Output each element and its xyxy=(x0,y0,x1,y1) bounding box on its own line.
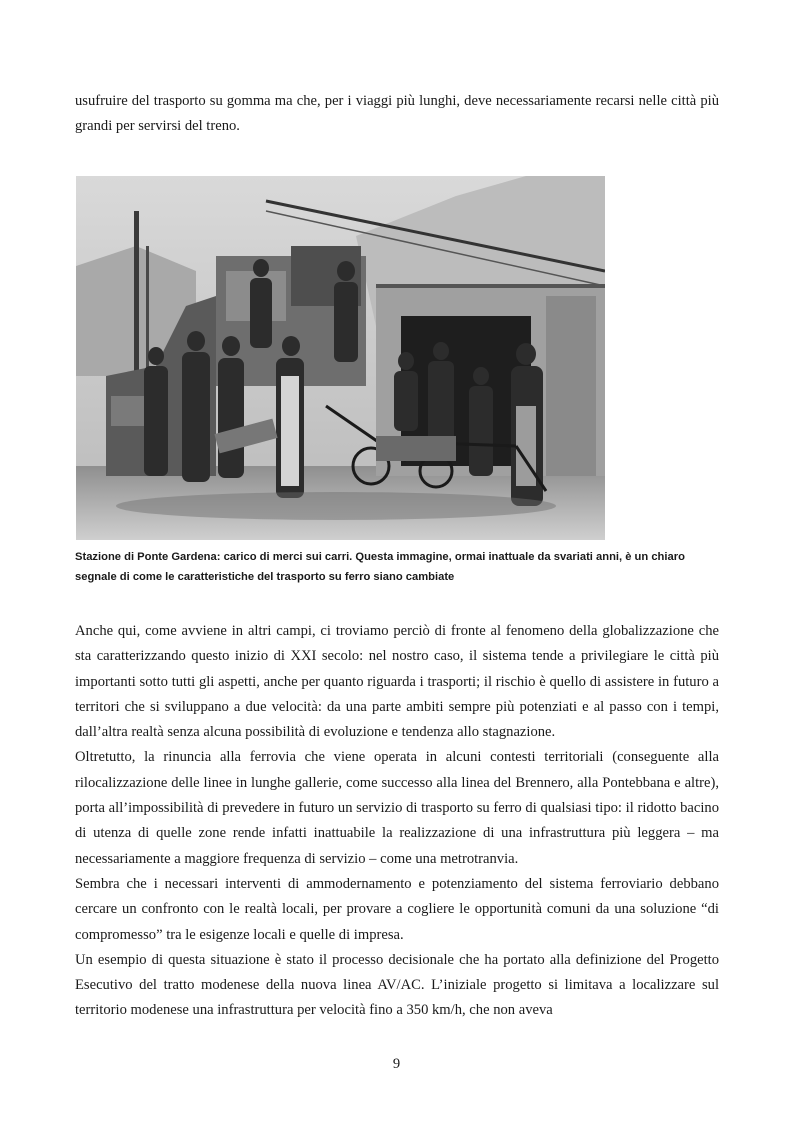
body-paragraph: Sembra che i necessari interventi di ammodernamento e potenziamento del sistema ferroviario debbano cercare un confronto con le realtà locali, per provare a cogliere le opportunità comuni da una soluzione “di compromesso” tra le esigenze locali e quelle di impresa. xyxy=(75,875,719,943)
page-number: 9 xyxy=(392,1056,401,1072)
figure-caption: Stazione di Ponte Gardena: carico di merci sui carri. Questa immagine, ormai inattuale da svariati anni, è un chiaro segnale di come le caratteristiche del trasporto su ferro siano cambiate xyxy=(75,551,685,583)
intro-paragraph: usufruire del trasporto su gomma ma che, per i viaggi più lunghi, deve necessariamente recarsi nelle città più grandi per servirsi del treno. xyxy=(75,93,719,135)
station-photo xyxy=(76,176,605,540)
body-paragraph: Un esempio di questa situazione è stato il processo decisionale che ha portato alla definizione del Progetto Esecutivo del tratto modenese della nuova linea AV/AC. L’iniziale progetto si limitava a localizzare sul territorio modenese una infrastruttura per velocità fino a 350 km/h, che non aveva xyxy=(75,951,719,1019)
body-paragraph: Anche qui, come avviene in altri campi, ci troviamo perciò di fronte al fenomeno della globalizzazione che sta caratterizzando questo inizio di XXI secolo: nel nostro caso, il sistema tende a privilegiare le città più importanti sotto tutti gli aspetti, anche per quanto riguarda i trasporti; il rischio è quello di assistere in futuro a territori che si sviluppano a due velocità: da una parte ambiti sempre più potenziati e al passo con i tempi, dall’altra realtà senza alcuna possibilità di evoluzione e tendenza allo stagnazione. xyxy=(75,623,719,741)
body-paragraph: Oltretutto, la rinuncia alla ferrovia che viene operata in alcuni contesti territoriali (conseguente alla rilocalizzazione delle linee in lunghe gallerie, come successo alla linea del Brennero, alla Pontebbana e altre), porta all’impossibilità di prevedere in futuro un servizio di trasporto su ferro di qualsiasi tipo: il ridotto bacino di utenza di quelle zone rende infatti inattuabile la realizzazione di una infrastruttura più leggera – ma necessariamente a maggiore frequenza di servizio – come una metrotranvia. xyxy=(75,749,719,867)
body-text xyxy=(75,619,719,1024)
